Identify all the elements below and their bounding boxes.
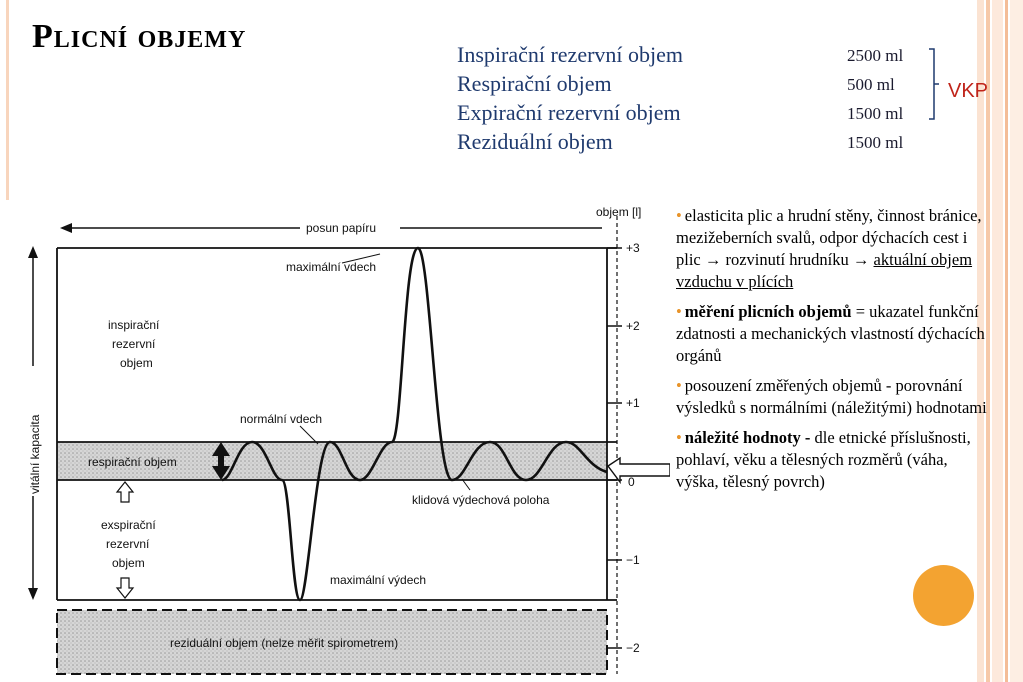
- bullet-icon: •: [676, 206, 682, 225]
- residual-label: reziduální objem (nelze měřit spirometrem): [170, 636, 399, 650]
- bullet-icon: •: [676, 302, 682, 321]
- vkp-label: VKP: [948, 80, 989, 102]
- volume-label: Inspirační rezervní objem: [457, 42, 684, 67]
- volume-label: Respirační objem: [457, 71, 612, 96]
- resp-volume-label: respirační objem: [88, 455, 177, 469]
- note-text: posouzení změřených objemů - porovnání výsledků s normálními (náležitými) hodnotami: [676, 376, 987, 417]
- tick-label: −1: [626, 553, 640, 567]
- max-inhale-label: maximální vdech: [286, 260, 377, 274]
- exp-reserve-label: exspirační: [101, 518, 156, 532]
- axis-title: objem [l]: [596, 205, 642, 219]
- volume-row: [457, 100, 904, 126]
- volume-label: Reziduální objem: [457, 129, 613, 154]
- decor-stripe-4: [1005, 0, 1008, 682]
- insp-reserve-label: rezervní: [112, 337, 156, 351]
- tick-label: +3: [626, 241, 640, 255]
- vital-capacity-label: vitální kapacita: [28, 414, 42, 494]
- tick-label: 0: [628, 475, 635, 489]
- insp-reserve-label: objem: [120, 356, 153, 370]
- tick-label: +2: [626, 319, 640, 333]
- volume-row: [457, 71, 895, 97]
- volume-value: 2500 ml: [847, 46, 904, 65]
- bullet-icon: •: [676, 376, 682, 395]
- notes-list: [676, 205, 988, 501]
- tick-label: −2: [626, 641, 640, 655]
- volume-value: 1500 ml: [847, 104, 904, 123]
- note-text: dle etnické příslušnosti, pohlaví, věku a tělesných rozměrů (váha, výška, tělesný povrch): [676, 428, 971, 491]
- volume-row: [457, 42, 904, 68]
- volume-label: Expirační rezervní objem: [457, 100, 681, 125]
- slide-title: Plicní objemy: [32, 18, 247, 55]
- volume-value: 1500 ml: [847, 133, 904, 152]
- exp-reserve-label: rezervní: [106, 537, 150, 551]
- bullet-icon: •: [676, 428, 682, 447]
- decor-left-stripe: [6, 0, 9, 200]
- note-text: aktuální objem vzduchu v plících: [676, 250, 973, 291]
- note-item: [676, 205, 988, 293]
- max-exhale-label: maximální výdech: [330, 573, 427, 587]
- axis-ticks: [607, 248, 622, 648]
- tick-label: +1: [626, 396, 640, 410]
- note-text: náležité hodnoty -: [684, 428, 815, 447]
- note-item: [676, 375, 988, 419]
- note-item: [676, 301, 988, 367]
- insp-reserve-label: inspirační: [108, 318, 160, 332]
- paper-label: posun papíru: [306, 221, 377, 235]
- rest-position-label: klidová výdechová poloha: [412, 493, 550, 507]
- normal-inhale-label: normální vdech: [240, 412, 323, 426]
- note-text: měření plicních objemů: [684, 302, 852, 321]
- note-text: elasticita plic a hrudní stěny, činnost bránice, mezižeberních svalů, odpor dýchacích cest i plic → rozvinutí hrudníku →: [676, 206, 982, 269]
- vkp-brace: [928, 48, 940, 120]
- decor-stripe-5: [1010, 0, 1023, 682]
- volume-row: [457, 129, 904, 155]
- exp-reserve-label: objem: [112, 556, 145, 570]
- volume-value: 500 ml: [847, 75, 895, 94]
- decor-stripe-3: [992, 0, 1003, 682]
- note-text: = ukazatel funkční zdatnosti a mechanických vlastností dýchacích orgánů: [676, 302, 985, 365]
- accent-circle: [913, 565, 974, 626]
- note-item: [676, 427, 988, 493]
- spirogram-diagram: [0, 196, 670, 682]
